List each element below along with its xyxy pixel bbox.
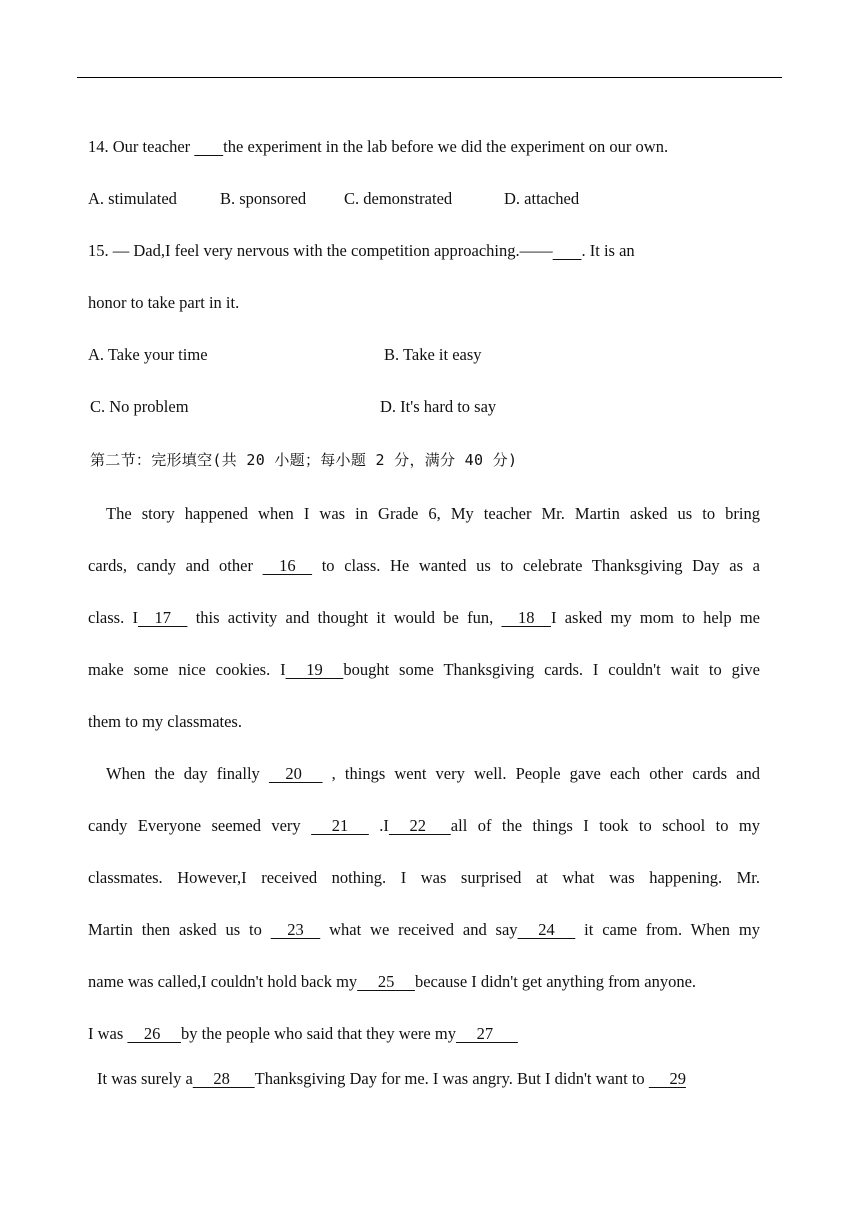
text-run: cards, candy and other bbox=[88, 556, 263, 575]
text-run: Thanksgiving Day for me. I was angry. But I didn't want to bbox=[254, 1069, 649, 1088]
blank-25: 25 bbox=[357, 972, 415, 991]
q15-option-c: C. No problem bbox=[90, 397, 189, 416]
blank-29: 29 bbox=[648, 1069, 686, 1088]
blank-28: 28 bbox=[192, 1069, 255, 1088]
blank-26: 26 bbox=[127, 1024, 182, 1043]
blank-16: 16 bbox=[262, 556, 313, 575]
passage-p1-line5: them to my classmates. bbox=[88, 712, 242, 731]
passage-p2-line1 bbox=[106, 764, 760, 784]
q15-blank bbox=[553, 241, 582, 261]
q15-stem-line2: honor to take part in it. bbox=[88, 293, 240, 312]
passage-p1-line3 bbox=[88, 608, 760, 628]
q14-stem: 14. Our teacher bbox=[88, 137, 195, 156]
text-run: bought some Thanksgiving cards. I couldn't wait to give bbox=[343, 660, 760, 679]
blank-17: 17 bbox=[137, 608, 188, 627]
text-run: It was surely a bbox=[97, 1069, 193, 1088]
blank-23: 23 bbox=[270, 920, 321, 939]
section2-heading: 第二节：完形填空(共 20 小题；每小题 2 分，满分 40 分) bbox=[90, 451, 518, 469]
blank-19: 19 bbox=[285, 660, 344, 679]
text-run: name was called,I couldn't hold back my bbox=[88, 972, 358, 991]
text-run: what we received and say bbox=[320, 920, 518, 939]
text-run: to class. He wanted us to celebrate Thanksgiving Day as a bbox=[312, 556, 760, 575]
q14-option-b: B. sponsored bbox=[220, 189, 307, 208]
q15-option-d: D. It's hard to say bbox=[380, 397, 497, 416]
passage-p1-line4 bbox=[88, 660, 760, 680]
text-run: it came from. When my bbox=[575, 920, 760, 939]
passage-p2-line3: classmates. However,I received nothing. I was surprised at what was happening. Mr. bbox=[88, 868, 760, 887]
text-run: I was bbox=[88, 1024, 128, 1043]
text-run: When the day finally bbox=[106, 764, 269, 783]
q15-option-b: B. Take it easy bbox=[384, 345, 482, 364]
blank-22: 22 bbox=[388, 816, 451, 835]
text-run: class. I bbox=[88, 608, 138, 627]
text-run: this activity and thought it would be fun, bbox=[187, 608, 502, 627]
blank-18: 18 bbox=[501, 608, 551, 627]
q15-option-a: A. Take your time bbox=[88, 345, 208, 364]
passage-p2-line6 bbox=[88, 1024, 518, 1044]
q14-option-a: A. stimulated bbox=[88, 189, 177, 208]
passage-p1-line2 bbox=[88, 556, 760, 576]
passage-p2-line4 bbox=[88, 920, 760, 940]
q14-option-c: C. demonstrated bbox=[344, 189, 453, 208]
text-run: by the people who said that they were my bbox=[181, 1024, 456, 1043]
header-rule bbox=[77, 77, 782, 78]
q14-blank bbox=[194, 137, 223, 157]
blank-20: 20 bbox=[268, 764, 323, 783]
blank-24: 24 bbox=[517, 920, 576, 939]
passage-p2-line2 bbox=[88, 816, 760, 836]
question-15 bbox=[88, 241, 635, 261]
text-run: make some nice cookies. I bbox=[88, 660, 286, 679]
q14-option-d: D. attached bbox=[504, 189, 580, 208]
question-14 bbox=[88, 137, 668, 157]
q15-stem-end: . It is an bbox=[581, 241, 635, 260]
text-run: candy Everyone seemed very bbox=[88, 816, 312, 835]
text-run: I asked my mom to help me bbox=[550, 608, 760, 627]
passage-p1-line1: The story happened when I was in Grade 6, My teacher Mr. Martin asked us to bring bbox=[106, 504, 760, 523]
text-run: because I didn't get anything from anyone. bbox=[414, 972, 697, 991]
blank-27: 27 bbox=[455, 1024, 518, 1043]
text-run: .I bbox=[368, 816, 389, 835]
blank-21: 21 bbox=[311, 816, 369, 835]
passage-p2-line5 bbox=[88, 972, 696, 992]
text-run: all of the things I took to school to my bbox=[450, 816, 760, 835]
passage-p3-line1 bbox=[97, 1069, 686, 1089]
text-run: , things went very well. People gave each other cards and bbox=[322, 764, 761, 783]
q14-stem-rest: the experiment in the lab before we did the experiment on our own. bbox=[223, 137, 669, 156]
q15-stem: 15. — Dad,I feel very nervous with the competition approaching.—— bbox=[88, 241, 553, 260]
text-run: Martin then asked us to bbox=[88, 920, 271, 939]
